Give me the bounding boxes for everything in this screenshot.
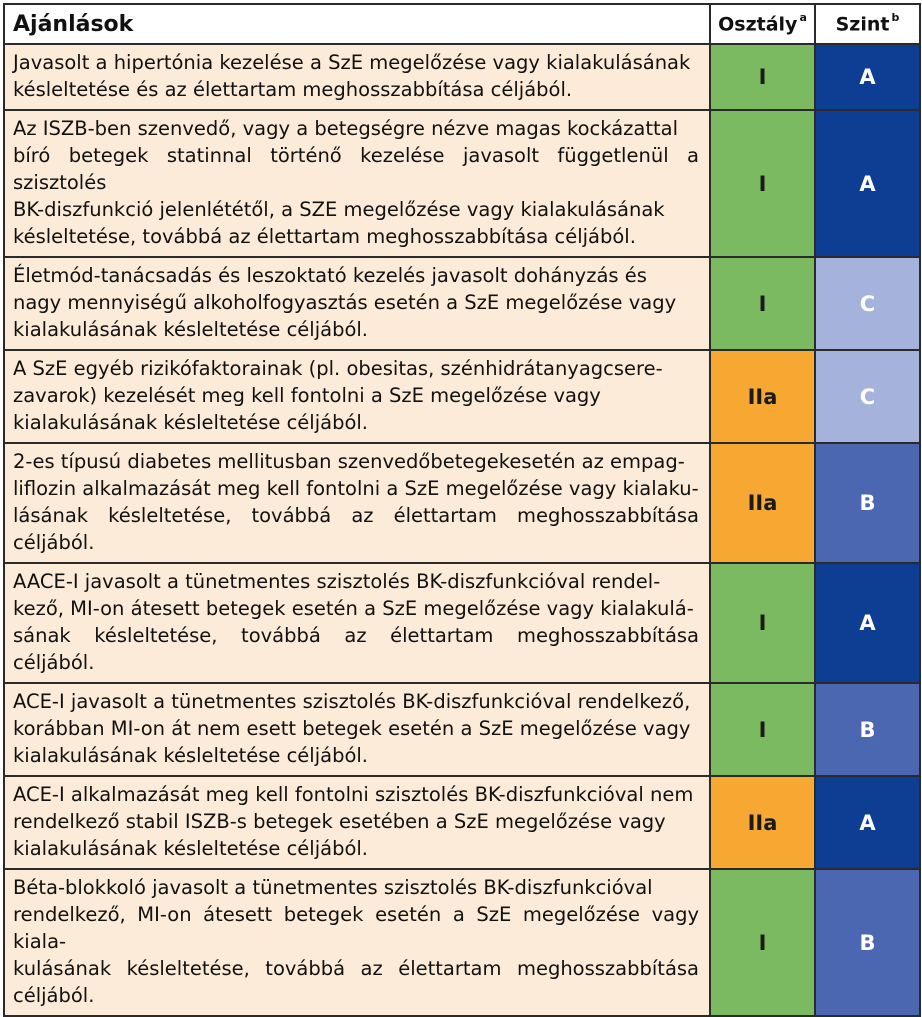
table-row <box>4 869 920 1016</box>
recommendations-table <box>3 3 921 1017</box>
level-cell: C <box>815 350 920 443</box>
recommendation-line: kialakulásának késleltetése céljából. <box>13 411 369 434</box>
recommendation-line: kialakulásának késleltetése céljából. <box>13 744 369 767</box>
header-recommendations-label: Ajánlások <box>13 11 134 37</box>
recommendation-line: kialakulásának késleltetése céljából. <box>13 318 369 341</box>
recommendation-line: liflozin alkalmazását meg kell fontolni a SzE megelőzése vagy kialaku- <box>13 477 699 500</box>
recommendation-line: lásának késleltetése, továbbá az élettartam meghosszabbítása céljából. <box>13 504 699 554</box>
recommendation-line: A SzE egyéb rizikófaktorainak (pl. obesitas, szénhidrátanyagcsere- <box>13 357 663 380</box>
recommendation-line: Az ISZB-ben szenvedő, vagy a betegségre nézve magas kockázattal <box>13 117 679 140</box>
class-cell: IIa <box>710 776 815 869</box>
recommendation-line: nagy mennyiségű alkoholfogyasztás esetén a SzE megelőzése vagy <box>13 291 677 314</box>
table-row <box>4 776 920 869</box>
recommendation-line: ACE-I alkalmazását meg kell fontolni szisztolés BK-diszfunkcióval nem <box>13 783 694 806</box>
class-cell: I <box>710 257 815 350</box>
recommendation-line: ACE-I javasolt a tünetmentes szisztolés BK-diszfunkcióval rendelkező, <box>13 690 691 713</box>
recommendation-line: 2-es típusú diabetes mellitusban szenvedőbetegekesetén az empag- <box>13 450 685 473</box>
recommendation-line: késleltetése és az élettartam meghosszabbítása céljából. <box>13 78 573 101</box>
header-class <box>710 4 815 44</box>
header-level-label: Szint <box>835 13 890 36</box>
recommendation-line: kulásának késleltetése, továbbá az élettartam meghosszabbítása céljából. <box>13 957 699 1007</box>
table-row <box>4 683 920 776</box>
table-row <box>4 110 920 257</box>
header-row <box>4 4 920 44</box>
table-row <box>4 443 920 563</box>
table-row <box>4 44 920 110</box>
recommendation-cell <box>4 350 710 443</box>
header-class-label: Osztály <box>718 13 798 36</box>
header-level <box>815 4 920 44</box>
recommendation-cell <box>4 443 710 563</box>
recommendation-cell <box>4 776 710 869</box>
recommendation-line: sának késleltetése, továbbá az élettartam meghosszabbítása céljából. <box>13 624 699 674</box>
header-level-footnote: b <box>891 10 900 24</box>
level-cell: A <box>815 110 920 257</box>
level-cell: A <box>815 44 920 110</box>
table-row <box>4 563 920 683</box>
class-cell: I <box>710 869 815 1016</box>
recommendation-cell <box>4 683 710 776</box>
class-cell: IIa <box>710 443 815 563</box>
class-cell: I <box>710 44 815 110</box>
class-cell: IIa <box>710 350 815 443</box>
table-body <box>4 44 920 1016</box>
recommendation-cell <box>4 257 710 350</box>
level-cell: C <box>815 257 920 350</box>
recommendation-cell <box>4 869 710 1016</box>
level-cell: B <box>815 443 920 563</box>
level-cell: B <box>815 683 920 776</box>
recommendation-cell <box>4 44 710 110</box>
recommendation-line: Béta-blokkoló javasolt a tünetmentes szisztolés BK-diszfunkcióval <box>13 876 653 899</box>
table-row <box>4 350 920 443</box>
class-cell: I <box>710 563 815 683</box>
recommendation-line: Életmód-tanácsadás és leszoktató kezelés javasolt dohányzás és <box>13 264 647 287</box>
recommendation-line: AACE-I javasolt a tünetmentes szisztolés BK-diszfunkcióval rendel- <box>13 570 661 593</box>
level-cell: A <box>815 776 920 869</box>
recommendation-line: bíró betegek statinnal történő kezelése javasolt függetlenül a szisztolés <box>13 144 699 194</box>
level-cell: A <box>815 563 920 683</box>
recommendation-line: rendelkező, MI-on átesett betegek esetén a SzE megelőzése vagy kiala- <box>13 903 699 953</box>
recommendation-line: kialakulásának késleltetése céljából. <box>13 837 369 860</box>
recommendation-line: kező, MI-on átesett betegek esetén a SzE megelőzése vagy kialakulá- <box>13 597 694 620</box>
recommendation-line: rendelkező stabil ISZB-s betegek esetében a SzE megelőzése vagy <box>13 810 666 833</box>
recommendation-cell <box>4 563 710 683</box>
recommendation-cell <box>4 110 710 257</box>
recommendation-line: korábban MI-on át nem esett betegek esetén a SzE megelőzése vagy <box>13 717 691 740</box>
class-cell: I <box>710 110 815 257</box>
level-cell: B <box>815 869 920 1016</box>
recommendation-line: késleltetése, továbbá az élettartam meghosszabbítása céljából. <box>13 225 636 248</box>
recommendation-line: BK-diszfunkció jelenlététől, a SZE megelőzése vagy kialakulásának <box>13 198 665 221</box>
recommendation-line: Javasolt a hipertónia kezelése a SzE megelőzése vagy kialakulásának <box>13 51 691 74</box>
header-recommendations <box>4 4 710 44</box>
class-cell: I <box>710 683 815 776</box>
recommendation-line: zavarok) kezelését meg kell fontolni a SzE megelőzése vagy <box>13 384 601 407</box>
table-row <box>4 257 920 350</box>
header-class-footnote: a <box>799 10 807 24</box>
